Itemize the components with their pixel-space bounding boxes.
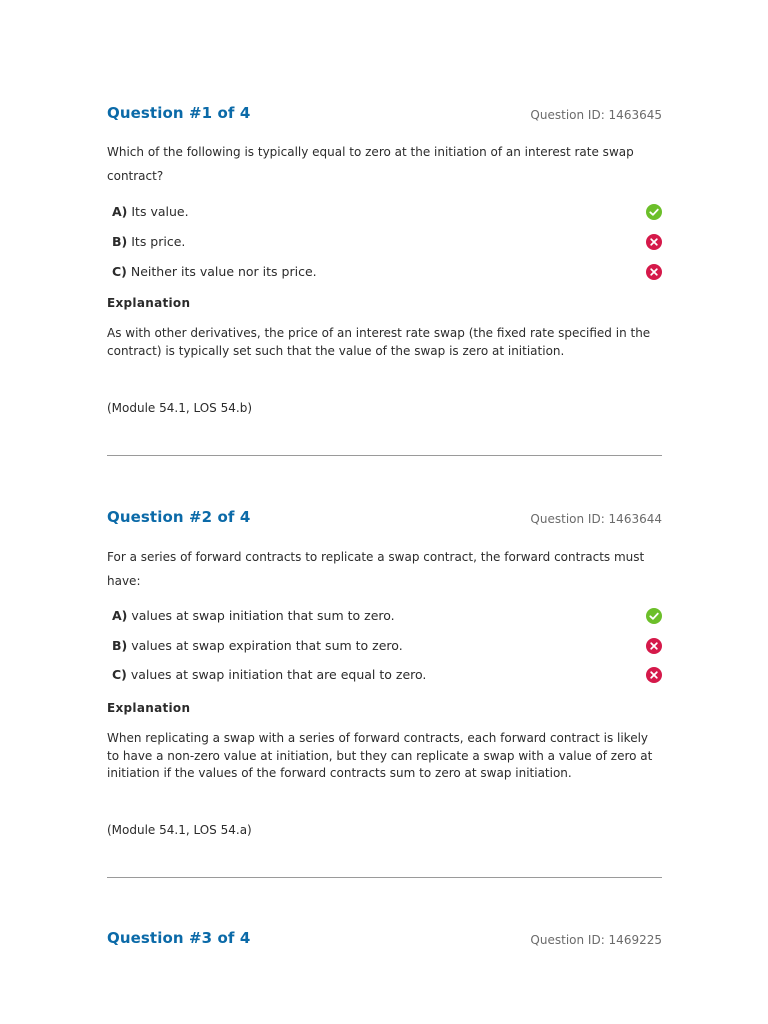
answer-text: Neither its value nor its price. — [130, 264, 317, 279]
explanation-heading: Explanation — [107, 296, 191, 310]
answer-option-a — [107, 203, 662, 221]
x-circle-icon — [646, 234, 662, 250]
check-circle-icon — [646, 204, 662, 220]
answer-option-c — [107, 666, 662, 684]
check-circle-icon — [646, 608, 662, 624]
question-divider — [107, 455, 662, 456]
x-circle-icon — [646, 264, 662, 280]
question-id: Question ID: 1469225 — [530, 933, 662, 947]
x-circle-icon — [646, 667, 662, 683]
answer-text: values at swap initiation that sum to zero. — [131, 608, 395, 623]
explanation-heading: Explanation — [107, 701, 191, 715]
question-id: Question ID: 1463644 — [530, 512, 662, 526]
explanation-reference: (Module 54.1, LOS 54.a) — [107, 823, 252, 837]
explanation-text: When replicating a swap with a series of forward contracts, each forward contract is likely to have a non-zero value at initiation, but they can replicate a swap with a value of zero at initiation if the values of the forward contracts sum to zero at swap initiation. — [107, 731, 653, 780]
answer-letter: A) — [112, 204, 128, 219]
question-3 — [107, 929, 662, 953]
explanation-reference: (Module 54.1, LOS 54.b) — [107, 401, 252, 415]
answer-letter: A) — [112, 608, 128, 623]
question-id: Question ID: 1463645 — [530, 108, 662, 122]
answer-letter: B) — [112, 234, 128, 249]
answer-letter: B) — [112, 638, 128, 653]
explanation-text: As with other derivatives, the price of an interest rate swap (the fixed rate specified in the contract) is typically set such that the value of the swap is zero at initiation. — [107, 326, 651, 358]
question-header — [107, 104, 662, 128]
answer-option-b — [107, 637, 662, 655]
question-title: Question #2 of 4 — [107, 508, 251, 526]
answer-option-c — [107, 263, 662, 281]
x-circle-icon — [646, 638, 662, 654]
question-2 — [107, 508, 662, 837]
question-header — [107, 508, 662, 532]
question-header — [107, 929, 662, 953]
question-stem: Which of the following is typically equal to zero at the initiation of an interest rate swap contract? — [107, 145, 634, 183]
answer-letter: C) — [112, 667, 127, 682]
answer-text: values at swap initiation that are equal to zero. — [130, 667, 427, 682]
answer-text: Its value. — [131, 204, 189, 219]
question-title: Question #1 of 4 — [107, 104, 251, 122]
question-title: Question #3 of 4 — [107, 929, 251, 947]
question-stem: For a series of forward contracts to replicate a swap contract, the forward contracts must have: — [107, 550, 645, 588]
answer-option-b — [107, 233, 662, 251]
answer-option-a — [107, 607, 662, 625]
question-divider — [107, 877, 662, 878]
question-1 — [107, 104, 662, 415]
answer-text: Its price. — [131, 234, 186, 249]
answer-letter: C) — [112, 264, 127, 279]
answer-text: values at swap expiration that sum to zero. — [131, 638, 403, 653]
